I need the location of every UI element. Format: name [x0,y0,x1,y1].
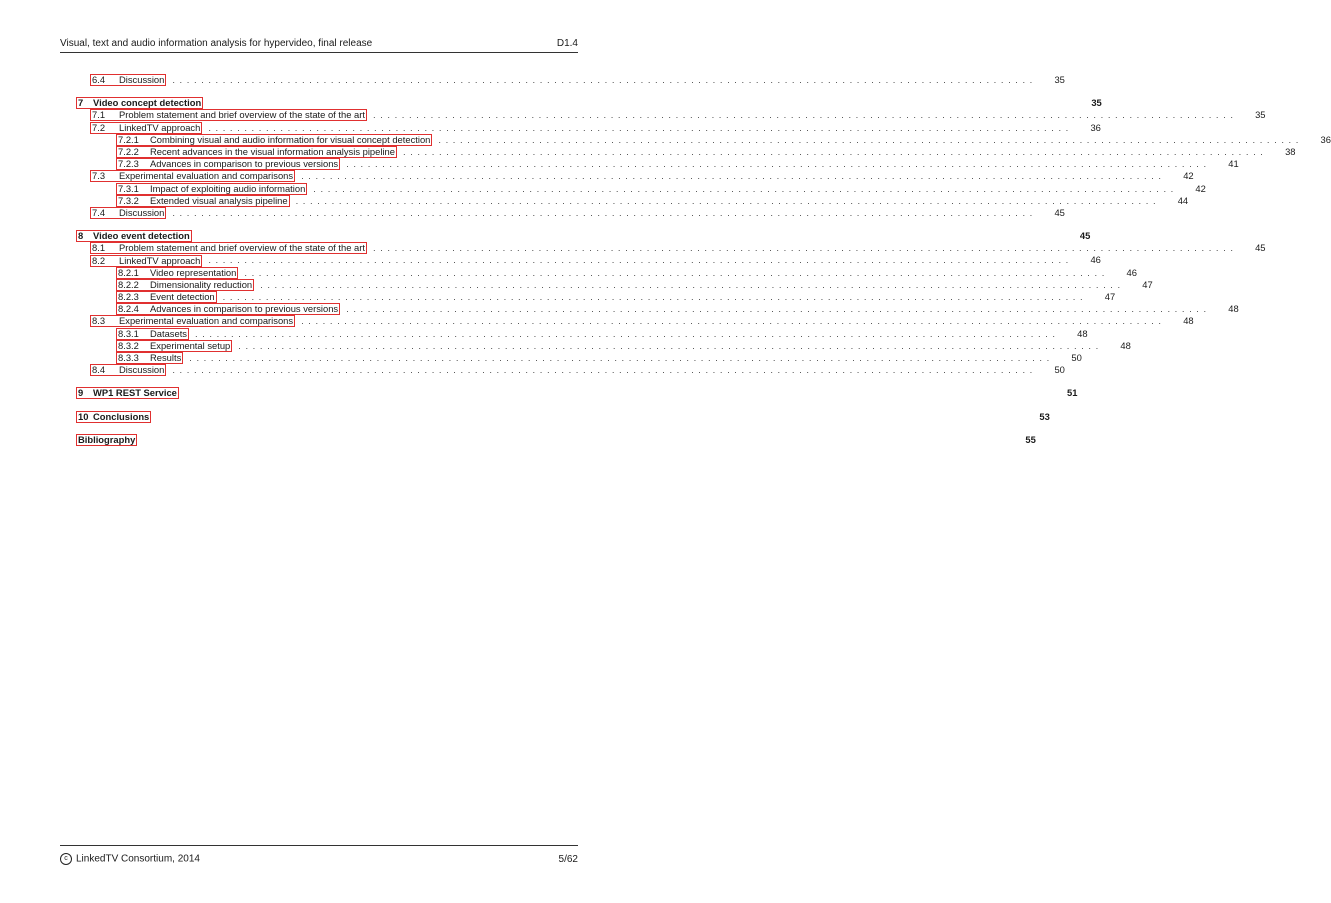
toc-entry-number: 8 [78,230,84,242]
toc-entry-page: 46 [1090,254,1101,266]
toc-entry-page: 53 [1039,410,1050,422]
toc-entry-number: 8.3.3 [118,352,139,364]
dot-leader: ........................................................................................................................ [301,170,1166,182]
dot-leader: ........................................................................................................................ [244,266,1109,278]
toc-entry-number: 7.4 [92,206,106,218]
toc-entry-page: 50 [1054,364,1065,376]
toc-entry[interactable] [76,182,1206,195]
toc-entry-page: 45 [1255,242,1266,254]
toc-entry-number: 8.2.1 [118,266,139,278]
dot-leader: ........................................................................................................................ [295,194,1161,206]
toc-link[interactable] [90,315,295,327]
toc-entry-number: 7 [78,97,84,109]
dot-leader: ........................................................................................................................ [208,121,1073,133]
toc-entry-title: Discussion [119,206,165,218]
toc-entry[interactable] [76,410,1050,423]
toc-entry-page: 47 [1142,278,1153,290]
toc-entry-title: Advances in comparison to previous versions [150,158,339,170]
toc-link[interactable] [76,230,192,242]
toc-entry[interactable] [76,230,1091,242]
toc-link[interactable] [116,291,217,303]
dot-leader: ........................................................................................................................ [238,339,1103,351]
toc-entry-title: Results [150,352,182,364]
toc-entry-page: 46 [1126,266,1137,278]
toc-link[interactable] [90,242,367,254]
toc-entry[interactable] [76,206,1065,219]
toc-entry[interactable] [76,351,1082,364]
dot-leader: ........................................................................................................................ [372,242,1238,254]
toc-link[interactable] [90,109,367,121]
page-footer [60,851,578,867]
toc-entry-page: 45 [1079,230,1091,242]
toc-entry-title: Problem statement and brief overview of the state of the art [119,109,365,121]
dot-leader: ........................................................................................................................ [301,315,1166,327]
toc-entry-page: 47 [1104,291,1116,302]
toc-entry-title: Advances in comparison to previous versions [150,303,339,315]
toc-entry-page: 48 [1120,339,1131,351]
toc-entry-number: 8.3 [92,315,106,327]
dot-leader: ........................................................................................................................ [189,351,1054,363]
toc-entry-page: 48 [1228,303,1239,315]
toc-entry-page: 48 [1077,327,1088,339]
toc-entry[interactable] [76,170,1194,182]
toc-link[interactable] [76,387,179,399]
dot-leader: ........................................................................................................................ [346,303,1211,315]
toc-link[interactable] [76,434,137,446]
dot-leader: ........................................................................................................................ [260,278,1125,290]
dot-leader: ........................................................................................................................ [222,291,1088,302]
dot-leader: ........................................................................................................................ [313,182,1178,194]
toc-entry-page: 45 [1054,206,1065,218]
toc-entry-number: 9 [78,387,84,399]
toc-entry[interactable] [76,194,1189,207]
toc-entry-page: 35 [1255,109,1266,121]
toc-entry-number: 7.3.2 [118,194,139,206]
dot-leader: ........................................................................................................................ [172,74,1037,85]
toc-entry-number: 8.2 [92,254,106,266]
toc-entry[interactable] [76,315,1194,327]
toc-entry-page: 41 [1228,158,1239,170]
toc-entry-title: Conclusions [93,410,150,422]
toc-entry-number: 7.2.1 [118,133,139,145]
toc-entry-number: 8.2.4 [118,303,139,315]
toc-entry-page: 35 [1091,97,1102,109]
toc-entry[interactable] [76,387,1078,399]
dot-leader: ........................................................................................................................ [438,133,1303,145]
document-id: D1.4 [556,38,578,49]
toc-entry-page: 38 [1285,145,1296,157]
toc-entry-title: Event detection [150,291,215,303]
document-title: Visual, text and audio information analysis for hypervideo, final release [60,38,373,49]
toc-entry-page: 55 [1025,433,1036,445]
toc-entry-number: 7.2 [92,121,106,133]
toc-entry-title: Discussion [119,364,165,376]
copyright-notice [60,853,200,865]
toc-entry-title: Datasets [150,327,187,339]
toc-entry[interactable] [76,109,1266,121]
toc-entry-title: Recent advances in the visual information analysis pipeline [150,146,395,158]
toc-entry-title: Extended visual analysis pipeline [150,194,288,206]
toc-entry[interactable] [76,74,1065,86]
toc-entry[interactable] [76,158,1239,170]
toc-entry-number: 8.4 [92,364,106,376]
copyright-icon: c [60,853,72,865]
footer-divider [60,845,578,846]
toc-entry[interactable] [76,133,1331,146]
toc-link[interactable] [116,183,307,195]
toc-entry[interactable] [76,327,1088,340]
toc-entry-title: LinkedTV approach [119,254,201,266]
toc-entry-title: Video concept detection [93,97,202,109]
toc-entry-page: 42 [1195,182,1206,194]
toc-entry-number: 8.3.2 [118,339,139,351]
toc-entry-number: 6.4 [92,74,106,86]
toc-link[interactable] [76,411,151,423]
toc-entry-number: 8.2.3 [118,291,139,303]
toc-link[interactable] [90,122,202,134]
toc-link[interactable] [116,195,290,207]
toc-link[interactable] [116,267,238,279]
toc-entry[interactable] [76,433,1036,446]
dot-leader: ........................................................................................................................ [172,364,1037,376]
toc-entry[interactable] [76,242,1266,254]
toc-entry-number: 8.3.1 [118,327,139,339]
toc-entry-title: Experimental evaluation and comparisons [119,315,294,327]
dot-leader: ........................................................................................................................ [372,109,1238,121]
toc-entry[interactable] [76,145,1296,158]
toc-entry[interactable] [76,266,1137,279]
toc-entry-title: Video representation [150,266,237,278]
dot-leader: ........................................................................................................................ [208,254,1073,266]
toc-link[interactable] [116,340,232,352]
page-header [60,33,578,49]
toc-entry[interactable] [76,339,1131,352]
dot-leader: ........................................................................................................................ [402,145,1268,157]
toc-link[interactable] [116,279,254,291]
toc-entry-title: Experimental setup [150,339,231,351]
toc-entry-title: WP1 REST Service [93,387,177,399]
toc-entry-page: 36 [1320,133,1331,145]
page-number: 5/62 [558,853,578,865]
toc-link[interactable] [116,352,183,364]
toc-entry-number: 8.1 [92,242,106,254]
toc-entry-number: 8.2.2 [118,278,139,290]
toc-entry[interactable] [76,121,1101,134]
dot-leader: ........................................................................................................................ [195,327,1060,339]
toc-entry-title: Video event detection [93,230,190,242]
toc-entry[interactable] [76,254,1101,266]
toc-entry-page: 35 [1054,74,1065,85]
toc-entry[interactable] [76,303,1239,315]
toc-entry-number: 7.1 [92,109,106,121]
toc-entry[interactable] [76,291,1116,303]
toc-entry-title: Dimensionality reduction [150,278,253,290]
toc-entry-number: 7.3.1 [118,182,139,194]
toc-entry-title: Impact of exploiting audio information [150,182,306,194]
toc-entry[interactable] [76,364,1065,376]
toc-entry-number: 7.3 [92,170,106,182]
toc-entry-page: 50 [1071,351,1082,363]
toc-link[interactable] [116,146,397,158]
toc-entry[interactable] [76,278,1153,291]
header-divider [60,52,578,53]
toc-entry-number: 7.2.2 [118,146,139,158]
dot-leader: ........................................................................................................................ [172,206,1037,218]
toc-entry[interactable] [76,97,1102,109]
toc-link[interactable] [90,74,166,86]
toc-entry-title: Bibliography [78,433,136,445]
toc-link[interactable] [90,255,202,267]
copyright-text: LinkedTV Consortium, 2014 [76,853,200,865]
toc-entry-title: Problem statement and brief overview of the state of the art [119,242,365,254]
toc-link[interactable] [116,158,340,170]
dot-leader: ........................................................................................................................ [346,158,1211,170]
toc-link[interactable] [76,97,203,109]
toc-link[interactable] [90,364,166,376]
toc-entry-page: 42 [1183,170,1194,182]
toc-link[interactable] [116,303,340,315]
toc-entry-page: 44 [1177,194,1189,206]
toc-entry-number: 7.2.3 [118,158,139,170]
toc-link[interactable] [90,170,295,182]
toc-entry-page: 36 [1090,121,1101,133]
toc-entry-page: 48 [1183,315,1194,327]
toc-link[interactable] [116,134,432,146]
toc-entry-title: Discussion [119,74,165,86]
toc-entry-title: Experimental evaluation and comparisons [119,170,294,182]
table-of-contents [76,74,1331,446]
toc-entry-page: 51 [1067,387,1078,399]
toc-entry-title: LinkedTV approach [119,121,201,133]
toc-entry-number: 10 [78,410,89,422]
toc-entry-title: Combining visual and audio information for visual concept detection [150,133,431,145]
toc-link[interactable] [90,207,166,219]
toc-link[interactable] [116,328,189,340]
